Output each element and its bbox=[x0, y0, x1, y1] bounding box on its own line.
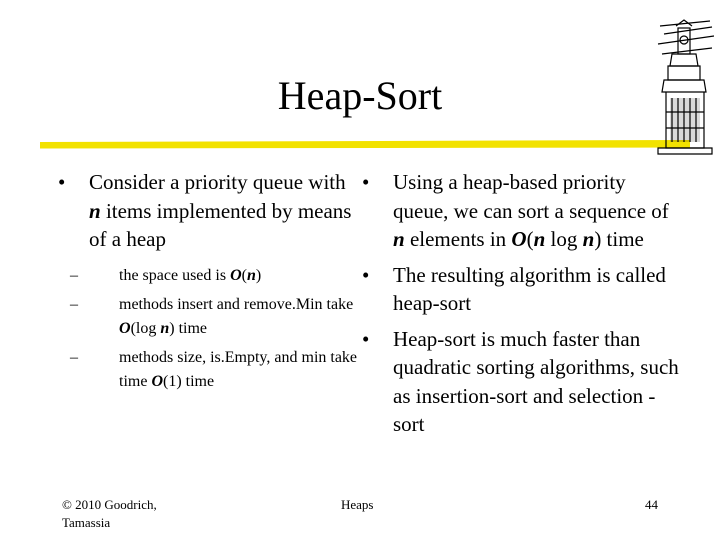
footer-copyright: © 2010 Goodrich, Tamassia bbox=[62, 497, 157, 530]
left-subbullets bbox=[58, 264, 358, 394]
subbullet-dash: – bbox=[70, 266, 78, 284]
subbullet-insert-removemin: – methods insert and remove.Min take O(log n) time bbox=[58, 293, 358, 341]
subbullet-size-isempty-min: – methods size, is.Empty, and min take time O(1) time bbox=[58, 346, 358, 394]
bullet-dot: • bbox=[58, 170, 66, 194]
bullet-dot: • bbox=[362, 326, 370, 351]
bullet-dot: • bbox=[362, 262, 370, 287]
left-bullet: • Consider a priority queue with n items implemented by means of a heap bbox=[58, 170, 352, 251]
right-bullet-heap-based: • Using a heap-based priority queue, we can sort a sequence of n elements in O(n log n) time bbox=[362, 170, 669, 251]
right-bullet-faster: • Heap-sort is much faster than quadratic sorting algorithms, such as insertion-sort and selection -sort bbox=[362, 326, 679, 436]
subbullet-space: – the space used is O(n) bbox=[58, 264, 358, 288]
footer-section: Heaps bbox=[341, 497, 374, 512]
subbullet-dash: – bbox=[70, 295, 78, 313]
yellow-brush-rule bbox=[40, 139, 690, 151]
left-column bbox=[58, 168, 358, 394]
clock-tower-icon bbox=[654, 18, 714, 156]
right-column bbox=[362, 168, 682, 439]
bullet-dot: • bbox=[362, 170, 370, 194]
slide-title: Heap-Sort bbox=[277, 73, 443, 118]
subbullet-dash: – bbox=[70, 348, 78, 366]
right-bullet-resulting: • The resulting algorithm is called heap-sort bbox=[362, 262, 666, 315]
page-number: 44 bbox=[645, 497, 658, 512]
